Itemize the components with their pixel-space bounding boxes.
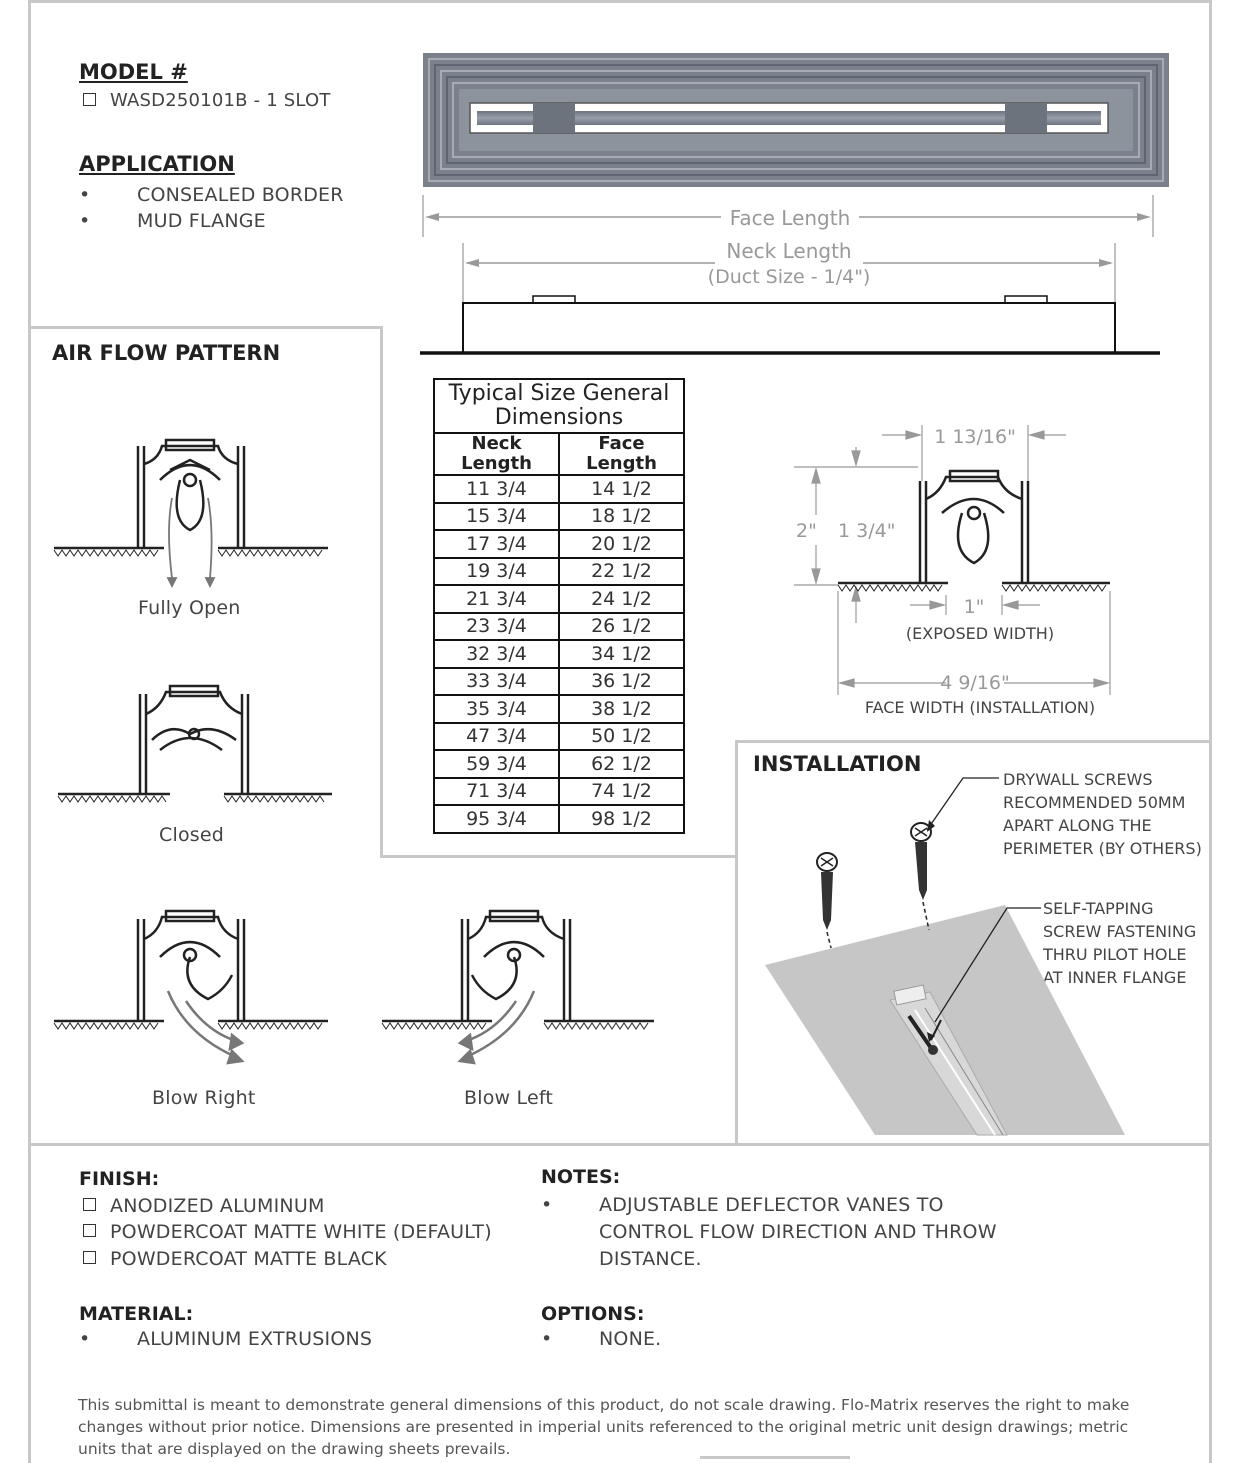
airflow-label-blow-left: Blow Left bbox=[464, 1087, 554, 1109]
checkbox[interactable] bbox=[83, 1198, 96, 1211]
model-item: WASD250101B - 1 SLOT bbox=[83, 90, 331, 111]
table-row bbox=[434, 613, 684, 641]
finish-option: POWDERCOAT MATTE WHITE (DEFAULT) bbox=[83, 1221, 492, 1243]
neck-length-cell: 15 3/4 bbox=[434, 503, 559, 531]
face-length-cell: 36 1/2 bbox=[559, 668, 684, 696]
face-length-cell: 20 1/2 bbox=[559, 530, 684, 558]
column-header-face: Face Length bbox=[559, 433, 684, 475]
finish-option: POWDERCOAT MATTE BLACK bbox=[83, 1248, 387, 1270]
face-length-cell: 34 1/2 bbox=[559, 640, 684, 668]
airflow-closed-drawing bbox=[40, 670, 360, 820]
table-row bbox=[434, 503, 684, 531]
table-row bbox=[434, 558, 684, 586]
neck-length-cell: 23 3/4 bbox=[434, 613, 559, 641]
face-length-cell: 50 1/2 bbox=[559, 723, 684, 751]
column-header-neck: Neck Length bbox=[434, 433, 559, 475]
airflow-label-closed: Closed bbox=[159, 824, 225, 846]
neck-length-cell: 71 3/4 bbox=[434, 778, 559, 806]
table-box-bottom bbox=[380, 855, 738, 858]
table-title: Typical Size General Dimensions bbox=[434, 379, 684, 433]
face-length-cell: 18 1/2 bbox=[559, 503, 684, 531]
table-row bbox=[434, 723, 684, 751]
table-row bbox=[434, 778, 684, 806]
dim-height-inner: 1 3/4" bbox=[838, 520, 896, 542]
finish-option: ANODIZED ALUMINUM bbox=[83, 1195, 325, 1217]
frame-top bbox=[28, 0, 1212, 3]
installation-note-screws: DRYWALL SCREWS RECOMMENDED 50MM APART ALONG THE PERIMETER (BY OTHERS) bbox=[1003, 770, 1202, 858]
duct-size-label: (Duct Size - 1/4") bbox=[707, 266, 871, 288]
dim-exposed: 1" bbox=[963, 596, 985, 618]
options-item: • NONE. bbox=[541, 1328, 662, 1350]
face-length-cell: 62 1/2 bbox=[559, 750, 684, 778]
checkbox[interactable] bbox=[83, 1251, 96, 1264]
face-length-cell: 98 1/2 bbox=[559, 805, 684, 833]
dim-face-width: 4 9/16" bbox=[940, 672, 1010, 694]
neck-length-cell: 32 3/4 bbox=[434, 640, 559, 668]
table-row bbox=[434, 475, 684, 503]
airflow-box-right bbox=[380, 326, 383, 858]
finish-heading: FINISH: bbox=[79, 1168, 160, 1190]
face-length-cell: 74 1/2 bbox=[559, 778, 684, 806]
application-item: • MUD FLANGE bbox=[79, 210, 266, 232]
application-heading: APPLICATION bbox=[79, 152, 235, 176]
screw-icon bbox=[911, 823, 931, 930]
table-row bbox=[434, 805, 684, 833]
airflow-label-fully-open: Fully Open bbox=[138, 597, 241, 619]
neck-length-cell: 95 3/4 bbox=[434, 805, 559, 833]
neck-length-label: Neck Length bbox=[726, 239, 852, 263]
checkbox[interactable] bbox=[83, 93, 96, 106]
table-row bbox=[434, 668, 684, 696]
table-row bbox=[434, 585, 684, 613]
neck-length-cell: 33 3/4 bbox=[434, 668, 559, 696]
airflow-blow-right-drawing bbox=[40, 895, 360, 1075]
table-row bbox=[434, 530, 684, 558]
installation-heading: INSTALLATION bbox=[753, 752, 922, 776]
table-row bbox=[434, 695, 684, 723]
dim-height-outer: 2" bbox=[796, 520, 817, 542]
checkbox[interactable] bbox=[83, 1224, 96, 1237]
installation-note-self-tapping: SELF-TAPPING SCREW FASTENING THRU PILOT HOLE AT INNER FLANGE bbox=[1043, 899, 1197, 987]
model-heading: MODEL # bbox=[79, 60, 188, 84]
options-heading: OPTIONS: bbox=[541, 1303, 645, 1325]
notes-item: • ADJUSTABLE DEFLECTOR VANES TO CONTROL FLOW DIRECTION AND THROW DISTANCE. bbox=[541, 1194, 997, 1270]
notes-heading: NOTES: bbox=[541, 1166, 621, 1188]
airflow-blow-left-drawing bbox=[368, 895, 668, 1075]
neck-length-cell: 35 3/4 bbox=[434, 695, 559, 723]
install-box-top bbox=[735, 740, 1212, 743]
face-length-label: Face Length bbox=[729, 206, 851, 230]
frame-left bbox=[28, 0, 31, 1463]
dim-exposed-label: (EXPOSED WIDTH) bbox=[905, 624, 1055, 643]
airflow-label-blow-right: Blow Right bbox=[152, 1087, 256, 1109]
neck-length-cell: 47 3/4 bbox=[434, 723, 559, 751]
face-length-cell: 26 1/2 bbox=[559, 613, 684, 641]
neck-length-cell: 17 3/4 bbox=[434, 530, 559, 558]
section-dimension-drawing bbox=[790, 405, 1130, 725]
install-box-left bbox=[735, 740, 738, 1145]
material-heading: MATERIAL: bbox=[79, 1303, 194, 1325]
product-drawing bbox=[415, 45, 1175, 365]
neck-length-cell: 59 3/4 bbox=[434, 750, 559, 778]
neck-length-cell: 11 3/4 bbox=[434, 475, 559, 503]
lower-divider bbox=[28, 1143, 1212, 1146]
installation-drawing bbox=[745, 770, 1205, 1140]
face-length-cell: 24 1/2 bbox=[559, 585, 684, 613]
neck-length-cell: 21 3/4 bbox=[434, 585, 559, 613]
disclaimer: This submittal is meant to demonstrate general dimensions of this product, do not scale drawing. Flo-Matrix reserves the right to make changes without prior notice. Dimensions are presented in imperial units referenced to the original metric unit design drawings; metric units that are displayed on the drawing sheets prevails. bbox=[78, 1396, 1130, 1458]
airflow-box-top bbox=[28, 326, 382, 329]
material-item: • ALUMINUM EXTRUSIONS bbox=[79, 1328, 373, 1350]
face-length-cell: 14 1/2 bbox=[559, 475, 684, 503]
dim-top-width: 1 13/16" bbox=[934, 426, 1016, 448]
table-row bbox=[434, 640, 684, 668]
face-length-cell: 22 1/2 bbox=[559, 558, 684, 586]
airflow-fully-open-drawing bbox=[40, 420, 360, 600]
dim-face-width-label: FACE WIDTH (INSTALLATION) bbox=[864, 698, 1096, 717]
airflow-heading: AIR FLOW PATTERN bbox=[52, 341, 281, 365]
screw-icon bbox=[817, 853, 837, 948]
side-view-body bbox=[463, 303, 1115, 353]
neck-length-cell: 19 3/4 bbox=[434, 558, 559, 586]
face-length-cell: 38 1/2 bbox=[559, 695, 684, 723]
dimensions-table bbox=[433, 378, 685, 834]
application-item: • CONSEALED BORDER bbox=[79, 184, 344, 206]
table-row bbox=[434, 750, 684, 778]
frame-right bbox=[1209, 0, 1212, 1463]
